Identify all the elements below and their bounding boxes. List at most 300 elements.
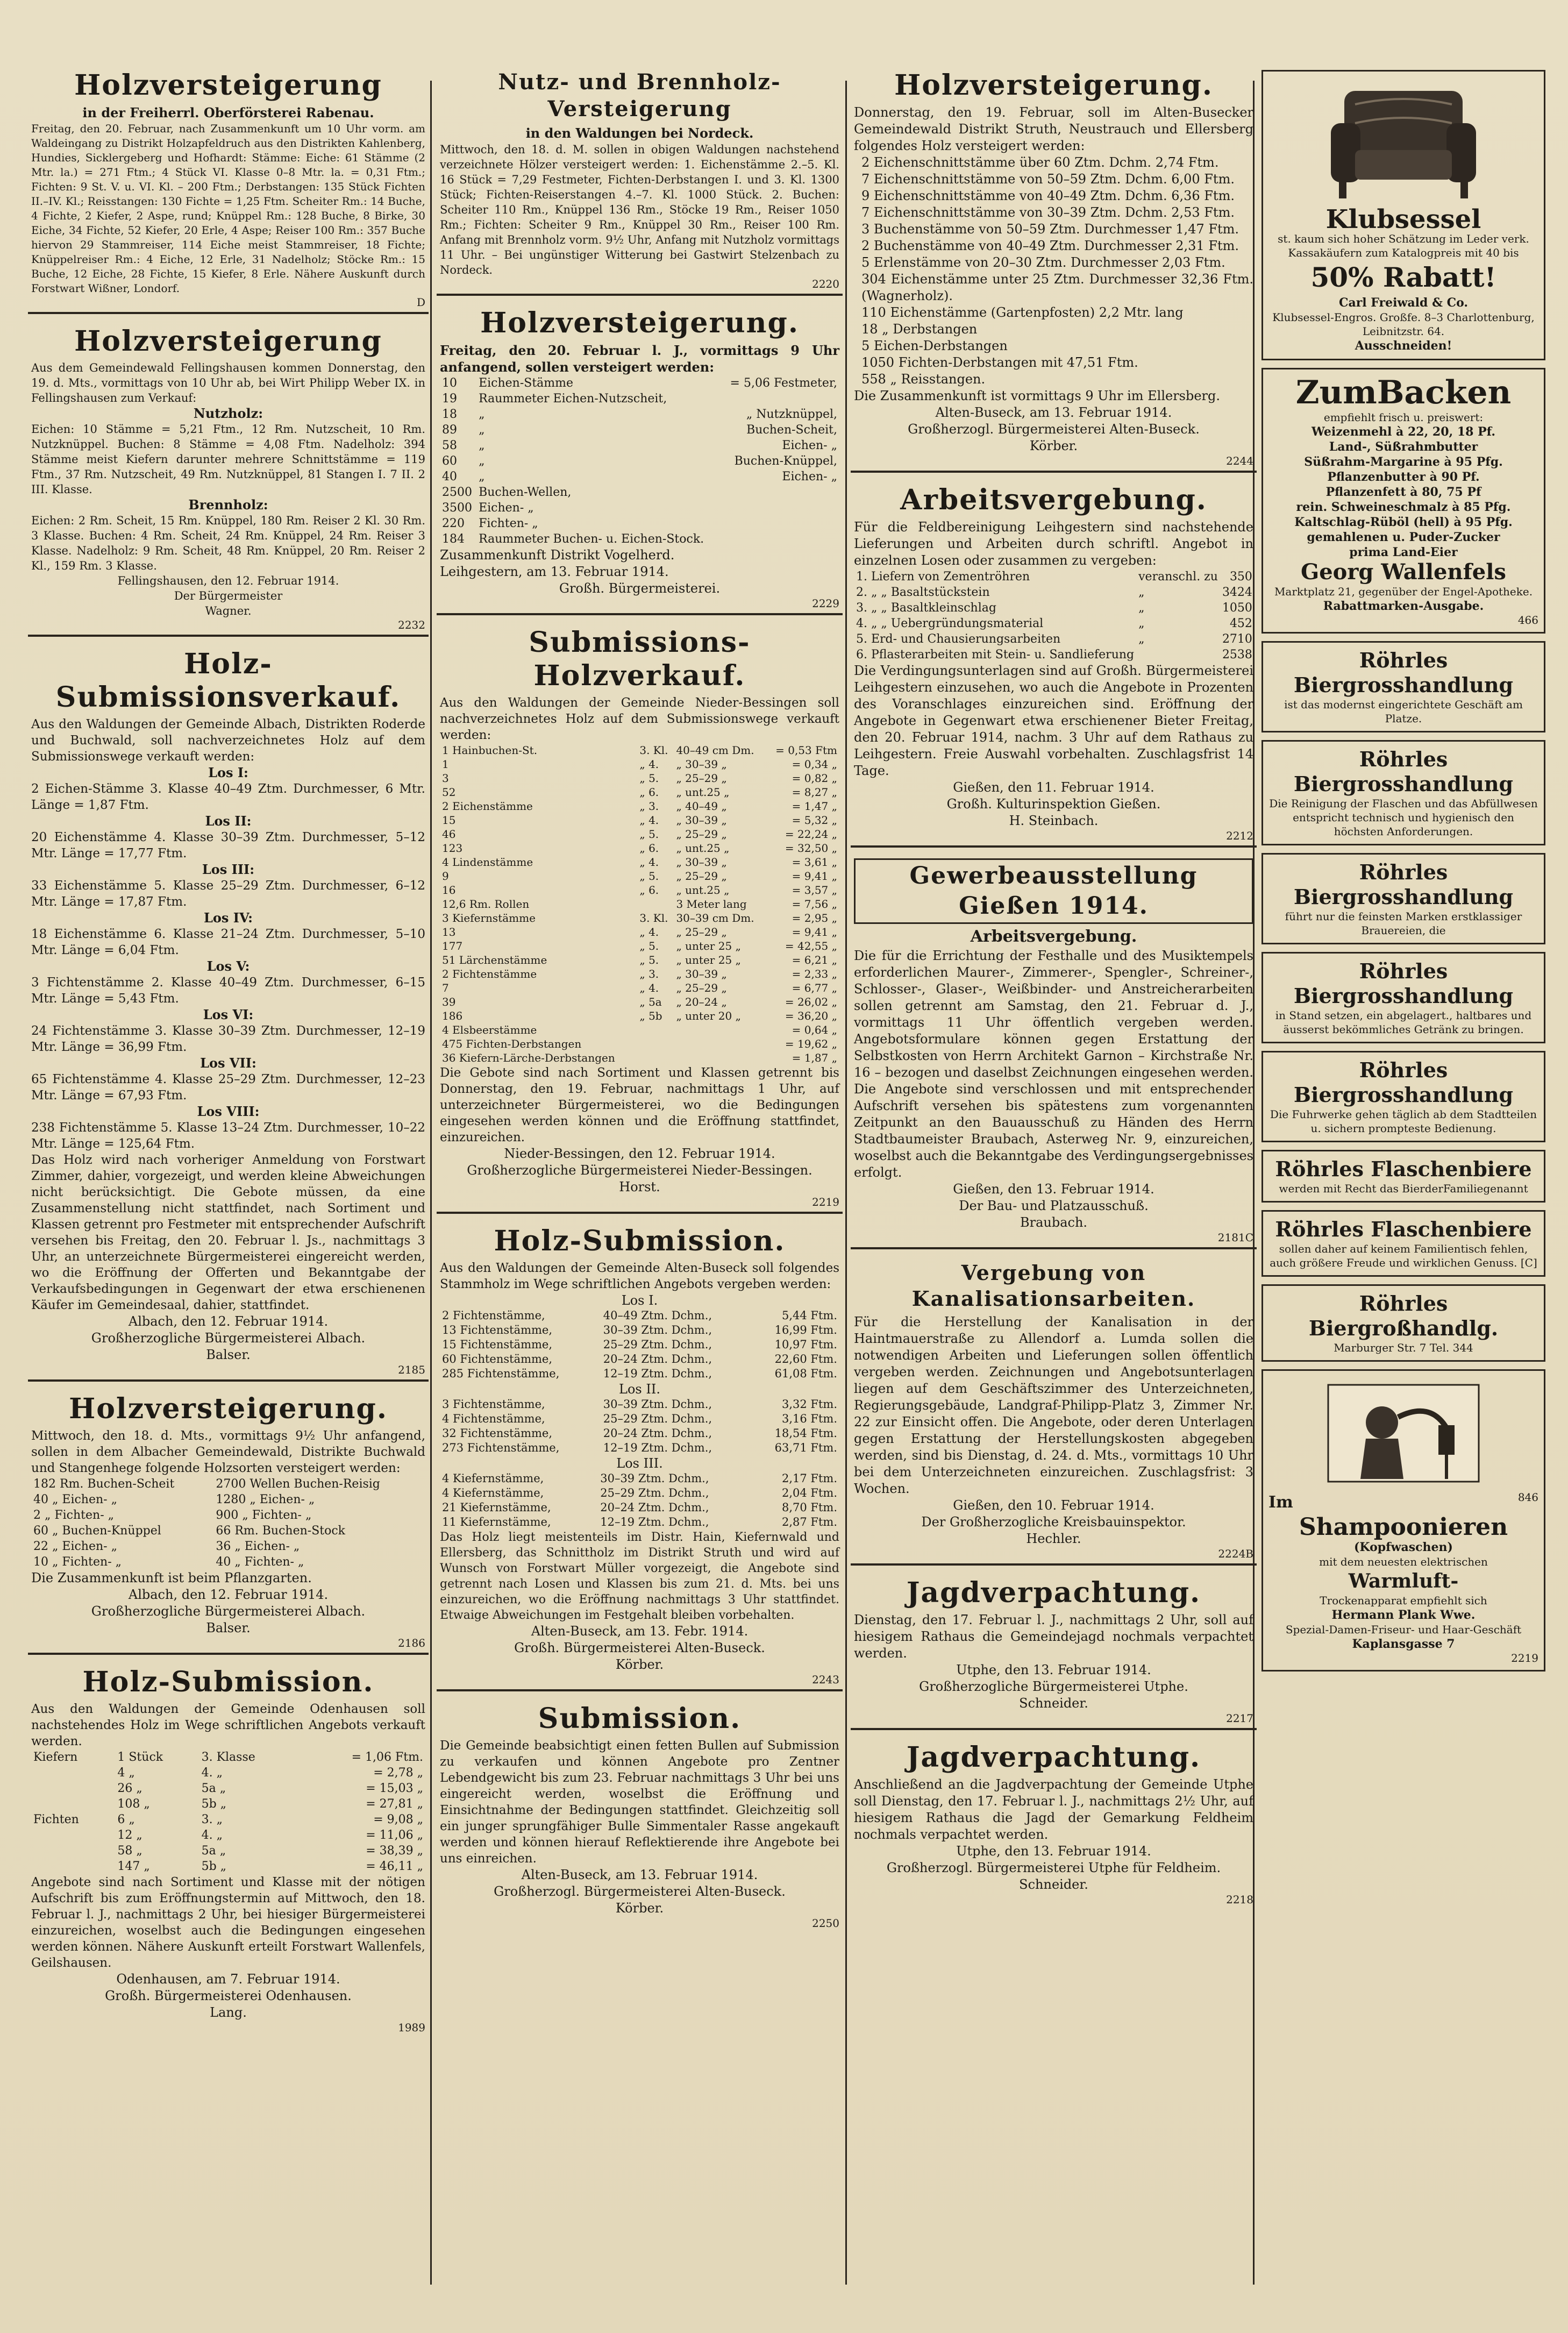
table-cell: 22,60 Ftm. (774, 1353, 837, 1365)
ad-text: st. kaum sich hoher Schätzung im Leder verk. Kassakäufern zum Katalogpreis mit 40 bis (1278, 232, 1529, 259)
table-row (440, 799, 839, 813)
table-cell: 2 Eichenstämme (442, 800, 533, 813)
table-cell: 1 (442, 758, 449, 771)
table-row (440, 1051, 839, 1065)
table-cell: „ (479, 454, 485, 468)
signature-office: Großherzogl. Bürgermeisterei Alten-Buseck. (494, 1884, 786, 1899)
table-cell: 8,70 Ftm. (781, 1501, 837, 1514)
signature-office: Großherzogliche Bürgermeisterei Nieder-Bessingen. (467, 1163, 812, 1178)
signature-place: Fellingshausen, den 12. Februar 1914. (117, 574, 339, 587)
notice-body: Die Gemeinde beabsichtigt einen fetten Bullen auf Submission zu verkaufen und können Angebote pro Zentner Lebendgewicht bis zum 23. Februar nachmittags 3 Uhr bei uns eingereicht werden, woselbst die Eröffnung und Einsichtnahme der Bedingungen stattfindet. Gleichzeitig soll ein junger sprungfähiger Bulle Simmentaler Rasse angekauft werden und können hierauf Reflektierende ihre Angebote bei uns einreichen. (440, 1739, 839, 1866)
notice-kanalisation (851, 1256, 1257, 1566)
table-cell: 5,44 Ftm. (781, 1309, 837, 1322)
lot-text: 2 Eichen-Stämme 3. Klasse 40–49 Ztm. Durchmesser, 6 Mtr. Länge = 1,87 Ftm. (31, 782, 425, 812)
table-row (440, 925, 839, 939)
notice-title: Holz-Submissionsverkauf. (55, 648, 401, 714)
table-cell: „ 6. (639, 786, 659, 799)
armchair-illustration (1323, 80, 1484, 204)
table-row (440, 438, 839, 453)
notice-code: 2250 (812, 1917, 839, 1930)
notice-subtitle: in den Waldungen bei Nordeck. (525, 125, 754, 141)
table-cell (1136, 647, 1220, 663)
table-cell: 4. „ (201, 1829, 223, 1842)
signature-name: Braubach. (1020, 1215, 1088, 1230)
column-3 (851, 65, 1257, 2290)
table-cell: 25–29 Ztm. Dchm., (603, 1412, 712, 1425)
table-cell (674, 1023, 766, 1037)
ad-roehrle-series (1258, 641, 1549, 1362)
table-cell: 18,54 Ftm. (774, 1427, 837, 1440)
notice-albach-submission (28, 643, 429, 1382)
column-1 (28, 65, 429, 2290)
ad-im: Im (1268, 1493, 1293, 1512)
table-row (440, 485, 839, 500)
table-cell: „ (479, 408, 485, 421)
table-cell: 2700 Wellen Buchen-Reisig (216, 1477, 380, 1491)
list-item: 7 Eichenschnittstämme von 30–39 Ztm. Dchm. 2,53 Ftm. (861, 205, 1235, 220)
table-cell: „ 4. (639, 856, 659, 869)
table-cell: = 38,39 „ (366, 1844, 423, 1858)
ad-title: ZumBacken (1295, 374, 1512, 411)
notice-body: Eichen: 2 Rm. Scheit, 15 Rm. Knüppel, 180 Rm. Reiser 2 Kl. 30 Rm. 3 Klasse. Buchen: 4 Rm. Scheit, 24 Rm. Knüppel, 24 Rm. Reiser 3 Klasse. Nadelholz: 9 Rm. Scheit, 48 Rm. Knüppel, 20 Rm. Reiser 2 Kl., 159 Rm. 3 Klasse. (31, 514, 425, 572)
table-cell: 4 Fichtenstämme, (442, 1412, 545, 1425)
table-cell: 3 Meter lang (676, 898, 747, 911)
table-row (31, 1859, 425, 1874)
table-cell (31, 1843, 115, 1859)
table-row (440, 375, 839, 391)
table-row (440, 1441, 839, 1455)
table-row (31, 1539, 425, 1554)
list-item: 18 „ Derbstangen (861, 322, 978, 337)
table-cell: „ (479, 423, 485, 437)
ad-note: Rabattmarken-Ausgabe. (1323, 599, 1484, 613)
notice-alten-buseck-holz (851, 65, 1257, 473)
table-cell: = 1,06 Ftm. (351, 1751, 423, 1764)
notice-albach-versteigerung (28, 1388, 429, 1655)
table-cell: 20–24 Ztm. Dchm., (600, 1501, 709, 1514)
list-item: 110 Eichenstämme (Gartenpfosten) 2,2 Mtr. lang (861, 305, 1184, 320)
table-cell: 61,08 Ftm. (774, 1367, 837, 1380)
hairdryer-illustration (1323, 1379, 1484, 1487)
table-cell: 3. „ (201, 1813, 223, 1826)
wood-table (31, 1476, 425, 1570)
table-row (31, 1781, 425, 1796)
table-cell: 273 Fichtenstämme, (442, 1441, 560, 1454)
table-cell: 5b „ (201, 1797, 227, 1811)
notice-body: Das Holz wird nach vorheriger Anmeldung von Forstwart Zimmer, dahier, vorgezeigt, und werden kleine Abweichungen nicht berücksichtigt. Die Gebote müssen, da eine Zusammenstellung nicht stattfindet, nach Sortiment und Klassen getrennt pro Festmeter mit entsprechender Aufschrift versehen bis Freitag, den 20. Februar l. Js., nachmittags 3 Uhr, an unterzeichnete Bürgermeisterei eingereicht werden, wo die Eröffnung der Offerten und Bekanntgabe der Verkaufsbedingungen in Gegenwart der etwa erschienenen Käufer im Gemeindesaal, dahier, stattfindet. (31, 1153, 425, 1312)
ad-title: Röhrles Flaschenbiere (1275, 1157, 1532, 1181)
table-cell: Kiefern (33, 1751, 78, 1764)
notice-alten-buseck-submission (437, 1220, 843, 1691)
column-4-ads (1258, 65, 1549, 2290)
signature-name: Körber. (615, 1901, 664, 1916)
notice-code: 2185 (398, 1363, 425, 1376)
work-table (854, 569, 1255, 663)
table-cell: 5. Erd- und Chausierungsarbeiten (856, 632, 1061, 646)
signature-name: Horst. (619, 1179, 660, 1194)
section-heading: Brennholz: (188, 497, 268, 513)
notice-body: Die für die Errichtung der Festhalle und des Musiktempels erforderlichen Maurer-, Zimmerer-, Spengler-, Schreiner-, Schlosser-, Glaser-, Weißbinder- und Anstreicherarbeiten sollen getrennt am Samstag, den 21. Februar d. J., vormittags 11 Uhr öffentlich vergeben werden. Angebotsformulare können gegen Erstattung der Selbstkosten von Herrn Architekt Garnon – Kirchstraße Nr. 16 – bezogen und daselbst Zeichnungen eingesehen werden. Die Angebote sind verschlossen und mit entsprechender Aufschrift versehen bis spätestens zum vorgenannten Zeitpunkt an den Bauausschuß zu Händen des Herrn Stadtbaumeister Braubach, Asterweg Nr. 9, einzureichen, woselbst auch die Bekanntgabe des Verdingungsergebnisses erfolgt. (854, 948, 1253, 1180)
table-row (440, 967, 839, 981)
table-cell: „ 5b (639, 1009, 662, 1022)
ad-text: in Stand setzen, ein abgelagert., haltbares und äusserst bekömmliches Getränk zu bringen. (1275, 1009, 1532, 1036)
table-cell: 3. Kl. (639, 912, 668, 924)
table-row (440, 785, 839, 799)
notice-body: Die Verdingungsunterlagen sind auf Großh. Bürgermeisterei Leihgestern einzusehen, wo auch die Angebote in Prozenten des Voranschlages einzureichen sind. Eröffnung der Angebote in Gegenwart etwa erschienener Bieter Freitag, den 20. Februar 1914, nachm. 3 Uhr auf dem Rathaus zu Leihgestern. Freie Auswahl vorbehalten. Zuschlagsfrist 14 Tage. (854, 663, 1253, 778)
table-cell: Raummeter Buchen- u. Eichen-Stock. (479, 532, 704, 546)
lot-heading: Los VIII: (197, 1104, 260, 1119)
table-cell: 63,71 Ftm. (774, 1441, 837, 1454)
table-row (440, 453, 839, 469)
notice-code: 2244 (1226, 454, 1253, 467)
lot-heading: Los II: (205, 813, 252, 829)
table-row (440, 855, 839, 869)
lot-text: 33 Eichenstämme 5. Klasse 25–29 Ztm. Durchmesser, 6–12 Mtr. Länge = 17,87 Ftm. (31, 879, 425, 909)
table-row (854, 569, 1255, 585)
signature-place: Alten-Buseck, am 13. Februar 1914. (935, 405, 1172, 420)
notice-code: 2224B (1218, 1547, 1253, 1560)
ad-zum-backen (1261, 368, 1545, 634)
table-row (31, 1796, 425, 1812)
table-row (31, 1827, 425, 1843)
table-cell: „ (1138, 586, 1145, 599)
table-cell: 36 „ Eichen- „ (216, 1540, 300, 1553)
table-cell: „ 30–39 „ (676, 968, 727, 980)
lot-heading: Los VI: (203, 1007, 254, 1022)
column-rule (430, 81, 432, 2285)
notice-title: Holzversteigerung (74, 69, 382, 102)
table-cell: 5a „ (201, 1782, 226, 1795)
notice-code: 2220 (812, 278, 839, 290)
table-cell: 26 „ (117, 1782, 142, 1795)
table-cell: „ (1138, 601, 1145, 615)
table-cell: = 0,34 „ (792, 758, 837, 771)
table-cell: 12 „ (117, 1829, 142, 1842)
table-cell: = 1,47 „ (792, 800, 837, 813)
signature-place: Albach, den 12. Februar 1914. (128, 1587, 329, 1602)
table-cell: 6 „ (117, 1813, 135, 1826)
ad-code: 466 (1517, 614, 1538, 627)
notice-body: Aus den Waldungen der Gemeinde Nieder-Bessingen soll nachverzeichnetes Holz auf dem Submissionswege verkauft werden: (440, 696, 839, 742)
signature-office: Der Großherzogliche Kreisbauinspektor. (921, 1514, 1186, 1530)
wood-table (440, 743, 839, 1065)
ad-rabatt: 50% Rabatt! (1310, 261, 1496, 293)
ad-header-line (1268, 1490, 1538, 1515)
ad-item: Kaltschlag-Rüböl (hell) à 95 Pfg. (1294, 515, 1513, 529)
table-cell: = 1,87 „ (792, 1051, 837, 1064)
ad-title: Klubsessel (1325, 204, 1481, 234)
ad-title: Röhrles Biergroßhandlg. (1308, 1291, 1499, 1340)
table-row (31, 1843, 425, 1859)
table-cell: 32 Fichtenstämme, (442, 1427, 553, 1440)
table-row (440, 1515, 839, 1530)
table-cell (637, 897, 674, 911)
ad-roehrle (1261, 853, 1545, 944)
table-cell (31, 1796, 115, 1812)
list-item: 2 Eichenschnittstämme über 60 Ztm. Dchm. 2,74 Ftm. (861, 155, 1219, 170)
lot-heading: Los III. (616, 1456, 663, 1471)
table-cell: „ 30–39 „ (676, 856, 727, 869)
notice-body: Freitag, den 20. Februar, nach Zusammenkunft um 10 Uhr vorm. am Waldeingang zu Distrikt Holzapfeldruch aus den Distrikten Kahlenberg, Hundies, Sicklergeberg und Hofhardt: Stämme: Eiche: 61 Stämme (2 Mtr. la.) = 271 Ftm.; 4 Stück VI. Klasse 0–8 Mtr. la. = 0,31 Ftm.; Fichten: 9 St. V. u. VI. Kl. – 200 Ftm.; Derbstangen: 135 Stück Fichten II.–IV. Kl.; Reisstangen: 130 Fichte = 1,25 Ftm. Scheiter Rm.: 14 Buche, 4 Fichte, 2 Kiefer, 2 Aspe, rund; Knüppel Rm.: 128 Buche, 8 Birke, 30 Eiche, 34 Fichte, 52 Kiefer, 20 Erle, 4 Aspe; Reiser 100 Rm.: 357 Buche hiervon 29 Stammreiser, 114 Eiche meist Stammreiser, 18 Fichte; Knüppelreiser Rm.: 4 Eiche, 12 Erle, 31 Nadelholz; Stöcke Rm.: 15 Buche, 12 Eiche, 28 Fichte, 15 Kiefer, 8 Erle. Nähere Auskunft durch Forstwart Wißner, Londorf. (31, 122, 425, 295)
table-row (440, 841, 839, 855)
table-cell (637, 1037, 674, 1051)
notice-body: Die Gebote sind nach Sortiment und Klassen getrennt bis Donnerstag, den 19. Februar, nachmittags 1 Uhr, auf unterzeichneter Bürgermeisterei, wo die Bedingungen eingesehen werden können und die Eröffnung stattfindet, einzureichen. (440, 1066, 839, 1144)
table-cell: = 5,06 Festmeter, (730, 376, 837, 390)
notice-fellingshausen (28, 321, 429, 637)
table-row (440, 1338, 839, 1352)
table-cell: „ 6. (639, 842, 659, 855)
ad-title: Shampoonieren (1299, 1513, 1508, 1541)
notice-code: 2217 (1226, 1712, 1253, 1725)
notice-title: Holzversteigerung. (894, 69, 1213, 102)
table-cell: 60 (442, 454, 457, 468)
notice-code: 2243 (812, 1673, 839, 1686)
ad-text: mit dem neuesten elektrischen (1319, 1555, 1488, 1568)
notice-body: Aus den Waldungen der Gemeinde Alten-Buseck soll folgendes Stammholz im Wege schriftlichen Angebots vergeben werden: (440, 1261, 839, 1291)
table-cell: „ unter 25 „ (676, 940, 741, 952)
signature-place: Odenhausen, am 7. Februar 1914. (116, 1972, 340, 1987)
lot-heading: Los V: (206, 958, 250, 974)
table-row (440, 869, 839, 883)
table-cell: „ 3. (639, 968, 659, 980)
table-cell (721, 485, 839, 500)
table-cell: 15 Fichtenstämme, (442, 1338, 553, 1351)
table-cell: „ unter 25 „ (676, 954, 741, 966)
table-cell: 25–29 Ztm. Dchm., (603, 1338, 712, 1351)
table-row (440, 1471, 839, 1486)
notice-code: 2212 (1226, 829, 1253, 842)
table-cell: 21 Kiefernstämme, (442, 1501, 551, 1514)
table-cell: „ 20–24 „ (676, 995, 727, 1008)
lot-heading: Los II. (619, 1382, 660, 1397)
ad-title: Röhrles Biergrosshandlung (1293, 747, 1514, 796)
table-cell: = 6,21 „ (792, 954, 837, 966)
signature-office: Großherzogl. Bürgermeisterei Alten-Buseck. (908, 422, 1200, 437)
table-cell: 452 (1229, 617, 1252, 630)
table-cell: 4. „ (201, 1766, 223, 1780)
table-cell: „ 30–39 „ (676, 814, 727, 827)
ad-code: 846 (1517, 1491, 1538, 1504)
notice-title: Jagdverpachtung. (906, 1741, 1201, 1774)
table-cell: = 27,81 „ (366, 1797, 423, 1811)
table-cell: „ 4. (639, 758, 659, 771)
table-cell: 12–19 Ztm. Dchm., (603, 1367, 712, 1380)
notice-body: Mittwoch, den 18. d. M. sollen in obigen Waldungen nachstehend verzeichnete Hölzer versteigert werden: 1. Eichenstämme 2.–5. Kl. 16 Stück = 7,29 Festmeter, Fichten-Derbstangen I. und 3. Kl. 1300 Stück; Fichten-Reiserstangen 4.–7. Kl. 1000 Stück. 2. Buchen: Scheiter 110 Rm., Knüppel 136 Rm., Stöcke 19 Rm., Reiser 1050 Rm.; Fichten: Scheiter 9 Rm., Knüppel 30 Rm., Reiser 100 Rm. Anfang mit Brennholz vorm. 9½ Uhr, Anfang mit Nutzholz vormittags 11 Uhr. – Bei ungünstiger Witterung bei Gastwirt Stelzenbach zu Nordeck. (440, 143, 839, 276)
table-cell: 3500 (442, 501, 472, 515)
table-cell: 58 (442, 439, 457, 452)
signature-office: Großh. Kulturinspektion Gießen. (946, 796, 1161, 812)
signature-office: Großherzogliche Bürgermeisterei Albach. (91, 1331, 366, 1346)
lot-text: 20 Eichenstämme 4. Klasse 30–39 Ztm. Durchmesser, 5–12 Mtr. Länge = 17,77 Ftm. (31, 830, 425, 860)
table-cell: 7 (442, 981, 449, 994)
table-row (440, 469, 839, 485)
table-cell: 40–49 cm Dm. (676, 744, 754, 757)
notice-title: Submissions-Holzverkauf. (529, 626, 751, 692)
table-row (31, 1749, 425, 1765)
ad-text: führt nur die feinsten Marken erstklassiger Brauereien, die (1285, 910, 1522, 937)
table-cell: 16,99 Ftm. (774, 1324, 837, 1336)
table-cell: = 6,77 „ (792, 981, 837, 994)
table-cell: 285 Fichtenstämme, (442, 1367, 560, 1380)
wood-table (440, 375, 839, 547)
table-row (31, 1507, 425, 1523)
table-cell: 5a „ (201, 1844, 226, 1858)
ad-item: rein. Schweineschmalz à 85 Pfg. (1296, 500, 1511, 514)
table-cell: „ unt.25 „ (676, 884, 730, 897)
table-cell: „ unt.25 „ (676, 842, 730, 855)
notice-title: Vergebung von Kanalisationsarbeiten. (911, 1261, 1196, 1311)
table-cell: 15 (442, 814, 456, 827)
table-cell: 10 „ Fichten- „ (33, 1555, 122, 1569)
notice-bullen-submission (437, 1698, 843, 1933)
table-row (854, 631, 1255, 647)
table-cell: = 9,41 „ (792, 926, 837, 938)
table-cell: 22 „ Eichen- „ (33, 1540, 117, 1553)
table-cell: 900 „ Fichten- „ (216, 1509, 312, 1522)
table-row (440, 743, 839, 757)
table-cell: „ (479, 439, 485, 452)
table-cell: Fichten- „ (479, 517, 538, 530)
notice-title: Jagdverpachtung. (906, 1576, 1201, 1609)
table-cell: 89 (442, 423, 457, 437)
table-cell: 220 (442, 517, 465, 530)
table-cell: 3424 (1222, 586, 1252, 599)
table-cell: 3. Kl. (639, 744, 668, 757)
notice-body: Die Zusammenkunft ist vormittags 9 Uhr im Ellersberg. (854, 388, 1221, 403)
signature-office: Großherzogl. Bürgermeisterei Utphe für Feldheim. (886, 1860, 1221, 1875)
table-cell: 475 Fichten-Derbstangen (442, 1037, 582, 1050)
table-cell: 4 Kiefernstämme, (442, 1472, 544, 1485)
table-cell: = 9,08 „ (373, 1813, 423, 1826)
table-cell: 58 „ (117, 1844, 142, 1858)
table-row (440, 1500, 839, 1515)
table-cell: 10 (442, 376, 457, 390)
table-cell: Buchen-Wellen, (479, 486, 572, 499)
table-cell (637, 1023, 674, 1037)
table-cell: 4 Lindenstämme (442, 856, 533, 869)
table-cell: 2538 (1222, 648, 1252, 662)
table-row (31, 1765, 425, 1781)
table-row (440, 813, 839, 827)
notice-arbeitsvergebung (851, 479, 1257, 848)
ad-text: ist das modernst eingerichtete Geschäft am Platze. (1284, 698, 1523, 725)
list-item: 7 Eichenschnittstämme von 50–59 Ztm. Dchm. 6,00 Ftm. (861, 172, 1235, 187)
table-row (854, 647, 1255, 663)
ad-address: Marktplatz 21, gegenüber der Engel-Apotheke. (1274, 585, 1533, 598)
wood-table (440, 1397, 839, 1455)
table-cell: 4. „ „ Uebergründungsmaterial (856, 617, 1044, 630)
table-cell: „ (1138, 632, 1145, 646)
table-cell: 60 Fichtenstämme, (442, 1353, 553, 1365)
table-row (440, 911, 839, 925)
table-row (440, 407, 839, 422)
table-cell: = 26,02 „ (785, 995, 837, 1008)
notice-nieder-bessingen (437, 622, 843, 1214)
table-cell: „ (1138, 617, 1145, 630)
lot-text: 238 Fichtenstämme 5. Klasse 13–24 Ztm. Durchmesser, 10–22 Mtr. Länge = 125,64 Ftm. (31, 1121, 425, 1151)
notice-body: Aus den Waldungen der Gemeinde Albach, Distrikten Roderde und Buchwald, soll nachverzeichnetes Holz auf dem Submissionswege verkauft werden: (31, 717, 425, 764)
table-cell: „ 25–29 „ (676, 870, 727, 883)
table-cell: „ unt.25 „ (676, 786, 730, 799)
table-cell: 1 Hainbuchen-St. (442, 744, 538, 757)
signature-office: Großherzogliche Bürgermeisterei Albach. (91, 1604, 366, 1619)
table-cell: „ 5. (639, 954, 659, 966)
table-cell: = 22,24 „ (785, 828, 837, 841)
table-cell: 20–24 Ztm. Dchm., (603, 1353, 712, 1365)
list-item: 3 Buchenstämme von 50–59 Ztm. Durchmesser 1,47 Ftm. (861, 222, 1239, 237)
lot-text: 18 Eichenstämme 6. Klasse 21–24 Ztm. Durchmesser, 5–10 Mtr. Länge = 6,04 Ftm. (31, 927, 425, 957)
table-cell: 20–24 Ztm. Dchm., (603, 1427, 712, 1440)
signature-place: Albach, den 12. Februar 1914. (128, 1314, 329, 1329)
signature-name: Schneider. (1019, 1877, 1088, 1892)
column-rule (845, 81, 847, 2285)
table-cell: = 19,62 „ (785, 1037, 837, 1050)
notice-body: Die Zusammenkunft ist beim Pflanzgarten. (31, 1570, 312, 1585)
table-row (440, 500, 839, 516)
table-cell: 2 „ Fichten- „ (33, 1509, 115, 1522)
notice-code: 1989 (398, 2021, 425, 2034)
table-row (440, 1486, 839, 1500)
signature-place: Alten-Buseck, am 13. Februar 1914. (521, 1867, 758, 1882)
ad-item: prima Land-Eier (1349, 545, 1458, 559)
table-cell: 5b „ (201, 1860, 227, 1873)
notice-rabenau (28, 65, 429, 314)
ad-text: werden mit Recht das BierderFamiliegenannt (1279, 1182, 1528, 1195)
table-cell: = 3,61 „ (792, 856, 837, 869)
lot-heading: Los III: (202, 862, 255, 877)
ad-title: Röhrles Biergrosshandlung (1293, 648, 1514, 697)
table-cell: = 0,53 Ftm (775, 744, 837, 757)
ad-roehrle (1261, 740, 1545, 845)
ad-text: Die Fuhrwerke gehen täglich ab dem Stadtteilen u. sichern prompteste Bedienung. (1270, 1108, 1537, 1135)
notice-code: 2218 (1226, 1893, 1253, 1906)
table-cell: 108 „ (117, 1797, 150, 1811)
ad-address: Kaplansgasse 7 (1352, 1637, 1455, 1651)
ad-firm: Carl Freiwald & Co. (1338, 296, 1469, 310)
ad-items (1268, 424, 1538, 560)
table-cell: 3 Kiefernstämme (442, 912, 536, 924)
notice-title: Gewerbeausstellung Gießen 1914. (854, 858, 1253, 924)
table-cell: „ 5a (639, 995, 662, 1008)
notice-nordeck (437, 65, 843, 296)
table-cell: 36 Kiefern-Lärche-Derbstangen (442, 1051, 615, 1064)
table-cell: 40 „ Eichen- „ (33, 1493, 117, 1506)
table-cell: 46 (442, 828, 456, 841)
signature-place: Nieder-Bessingen, den 12. Februar 1914. (504, 1146, 775, 1161)
table-row (440, 1009, 839, 1023)
signature-place: Utphe, den 13. Februar 1914. (956, 1844, 1151, 1859)
table-cell: 147 „ (117, 1860, 150, 1873)
notice-title: Holzversteigerung (74, 325, 382, 358)
table-cell: = 2,33 „ (792, 968, 837, 980)
table-cell: 18 (442, 408, 457, 421)
signature-office: Großh. Bürgermeisterei Odenhausen. (105, 1988, 352, 2003)
notice-code: D (416, 296, 425, 309)
ad-address: Klubsessel-Engros. Großfe. 8–3 Charlottenburg, Leibnitzstr. 64. (1272, 311, 1535, 338)
table-cell: „ 3. (639, 800, 659, 813)
table-cell: 40 „ Fichten- „ (216, 1555, 304, 1569)
table-row (440, 1023, 839, 1037)
table-cell: 1 Stück (117, 1751, 163, 1764)
table-row (440, 953, 839, 967)
table-cell: = 42,55 „ (785, 940, 837, 952)
ad-text: Trockenapparat empfiehlt sich (1320, 1594, 1487, 1607)
table-row (440, 1412, 839, 1426)
ad-text: Marburger Str. 7 Tel. 344 (1334, 1341, 1473, 1354)
table-row (31, 1476, 425, 1492)
table-cell: 1280 „ Eichen- „ (216, 1493, 315, 1506)
ad-item: Pflanzenfett à 80, 75 Pf (1325, 485, 1481, 499)
